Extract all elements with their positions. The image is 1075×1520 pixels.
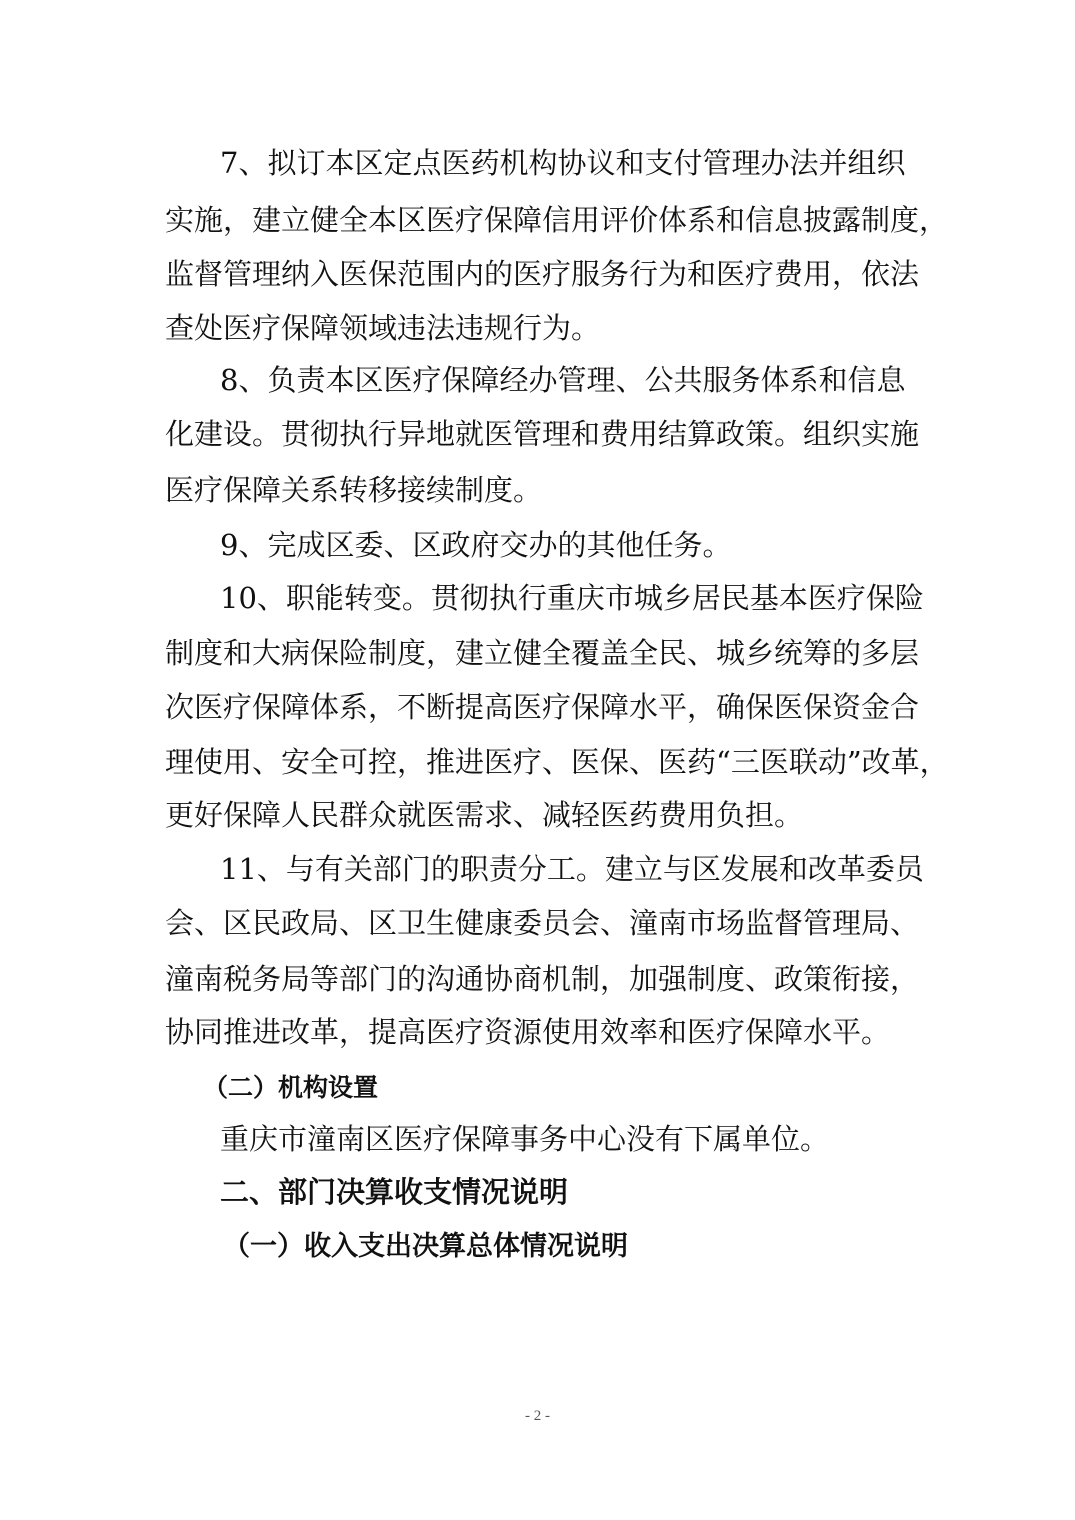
text-line: 化建设。贯彻执行异地就医管理和费用结算政策。组织实施: [165, 417, 920, 451]
text-line: 潼南税务局等部门的沟通协商机制，加强制度、政策衔接，: [165, 962, 920, 996]
text-line: 11、与有关部门的职责分工。建立与区发展和改革委员: [220, 852, 924, 886]
section-heading: 二、部门决算收支情况说明: [220, 1175, 569, 1209]
page-number: - 2 -: [525, 1408, 550, 1424]
text-line: 实施，建立健全本区医疗保障信用评价体系和信息披露制度，: [165, 203, 949, 237]
text-line: 医疗保障关系转移接续制度。: [165, 473, 543, 507]
subsection-heading: （一）收入支出决算总体情况说明: [223, 1231, 628, 1262]
text-line: 重庆市潼南区医疗保障事务中心没有下属单位。: [220, 1122, 830, 1156]
text-line: 理使用、安全可控，推进医疗、医保、医药“三医联动”改革，: [165, 745, 949, 779]
text-line: 查处医疗保障领域违法违规行为。: [165, 311, 601, 345]
text-line: 次医疗保障体系，不断提高医疗保障水平，确保医保资金合: [165, 690, 920, 724]
subheading-org-setup: （二）机构设置: [203, 1073, 379, 1102]
text-line: 更好保障人民群众就医需求、减轻医药费用负担。: [165, 798, 804, 832]
text-line: 监督管理纳入医保范围内的医疗服务行为和医疗费用，依法: [165, 257, 920, 291]
text-line: 会、区民政局、区卫生健康委员会、潼南市场监督管理局、: [165, 906, 920, 940]
text-line: 7、拟订本区定点医药机构协议和支付管理办法并组织: [220, 146, 906, 180]
text-line: 协同推进改革，提高医疗资源使用效率和医疗保障水平。: [165, 1015, 891, 1049]
text-line: 制度和大病保险制度，建立健全覆盖全民、城乡统筹的多层: [165, 636, 920, 670]
text-line: 9、完成区委、区政府交办的其他任务。: [220, 528, 732, 562]
text-line: 10、职能转变。贯彻执行重庆市城乡居民基本医疗保险: [220, 581, 924, 615]
text-line: 8、负责本区医疗保障经办管理、公共服务体系和信息: [220, 363, 906, 397]
